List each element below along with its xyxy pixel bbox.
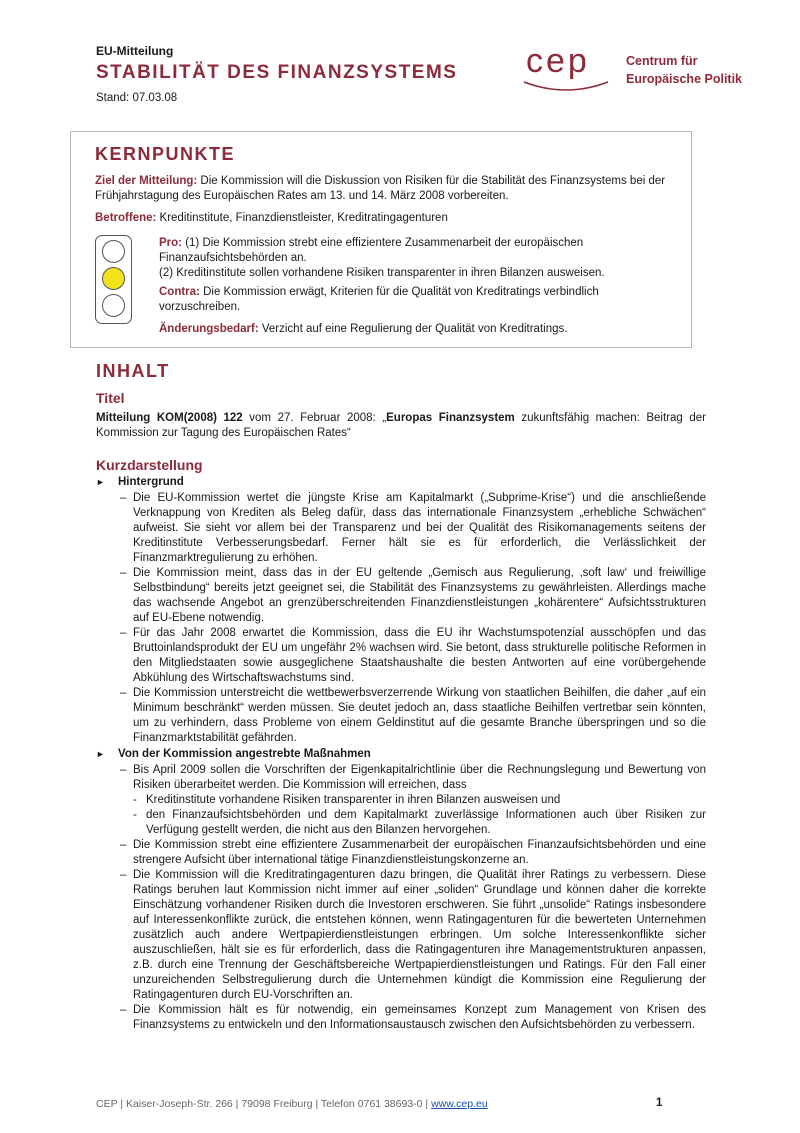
list-item: – Die Kommission strebt eine effizientere Zusammenarbeit der europäischen Finanzaufsichtsbehörden und eine strengere Aufsicht über international tätige Finanzdienstleistungskonzerne an. bbox=[120, 839, 706, 866]
kernpunkte-heading: KERNPUNKTE bbox=[95, 144, 236, 164]
list-item: – Bis April 2009 sollen die Vorschriften der Eigenkapitalrichtlinie über die Rechnungslegung und Bewertung von Risiken überarbeitet werden. Die Kommission will erreichen, dass bbox=[120, 764, 706, 791]
list-item: – Für das Jahr 2008 erwartet die Kommission, dass die EU ihr Wachstumspotenzial ausschöpfen und das Bruttoinlandsprodukt der EU um ungefähr 2% wachsen wird. Sie betont, dass strukturelle politische Reformen in den Mitgliedstaaten sowie ausgeglichene Staatshaushalte die besten Antworten auf eine vorübergehende Abkühlung des Wirtschaftswachstums sind. bbox=[120, 627, 706, 684]
traffic-light-middle-lamp-yellow bbox=[102, 267, 125, 290]
traffic-light-bottom-lamp bbox=[102, 294, 125, 317]
hintergrund-heading-text: Hintergrund bbox=[118, 476, 184, 488]
footer-website-link[interactable]: www.cep.eu bbox=[431, 1098, 488, 1110]
bullet-arrow-icon: ► bbox=[96, 749, 105, 759]
page-title: STABILITÄT DES FINANZSYSTEMS bbox=[96, 62, 458, 83]
pro-text-2: (2) Kreditinstitute sollen vorhandene Risiken transparenter in ihren Bilanzen ausweisen. bbox=[159, 267, 605, 279]
kurzdarstellung-heading: Kurzdarstellung bbox=[96, 457, 203, 473]
page-number: 1 bbox=[656, 1097, 663, 1109]
footer-address: CEP | Kaiser-Joseph-Str. 266 | 79098 Freiburg | Telefon 0761 38693-0 | bbox=[96, 1098, 432, 1110]
massnahmen-heading bbox=[96, 748, 371, 760]
betroffene-text: Kreditinstitute, Finanzdienstleister, Kreditratingagenturen bbox=[156, 212, 448, 224]
titel-text-1: vom 27. Februar 2008: „ bbox=[242, 412, 387, 424]
contra-label: Contra: bbox=[159, 286, 200, 298]
list-item: – Die Kommission unterstreicht die wettbewerbsverzerrende Wirkung von staatlichen Beihilfen, die daher „auf ein Minimum beschränkt“ werden müssen. Sie deutet jedoch an, dass staatliche Beihilfen vertretbar sein könnten, um zu verhindern, dass Probleme von einem Geldinstitut auf die gesamte Branche überspringen und so die Finanzmarktstabilität gefährden. bbox=[120, 687, 706, 744]
sub-list-item: - den Finanzaufsichtsbehörden und dem Kapitalmarkt zuverlässige Informationen auch über Risiken zur Verfügung gestellt werden, die nicht aus den Bilanzen hervorgehen. bbox=[133, 809, 706, 836]
organisation-name-line1: Centrum für bbox=[626, 54, 698, 68]
logo-wordmark: cep bbox=[526, 42, 590, 80]
ziel-text: Die Kommission will die Diskussion von Risiken für die Stabilität des Finanzsystems bei der Frühjahrstagung des Europäischen Rates am 13. und 14. März 2008 vorbereiten. bbox=[95, 175, 666, 202]
organisation-name-line2: Europäische Politik bbox=[626, 72, 743, 86]
titel-doc-reference: Mitteilung KOM(2008) 122 bbox=[96, 412, 243, 424]
hintergrund-heading bbox=[96, 476, 184, 488]
kernpunkte-box bbox=[70, 131, 692, 348]
list-item: – Die Kommission meint, dass das in der EU geltende „Gemisch aus Regulierung, ‚soft law‘ und freiwillige Selbstbindung“ bereits jetzt geeignet sei, die Stabilität des Finanzsystems zu gewährleisten. Allerdings mache das wachsende Angebot an grenzüberschreitenden Finanzdienstleistungen „kohärentere“ Aufsichtsstrukturen auf EU-Ebene notwendig. bbox=[120, 567, 706, 624]
pro-label: Pro: bbox=[159, 237, 182, 249]
document-type: EU-Mitteilung bbox=[96, 44, 174, 58]
contra-paragraph bbox=[159, 285, 671, 315]
traffic-light-icon bbox=[95, 235, 132, 324]
pro-text-1: (1) Die Kommission strebt eine effizientere Zusammenarbeit der europäischen Finanzaufsichtsbehörden an. bbox=[159, 237, 584, 264]
massnahmen-heading-text: Von der Kommission angestrebte Maßnahmen bbox=[118, 748, 371, 760]
ziel-paragraph bbox=[95, 174, 671, 204]
aenderungsbedarf-paragraph bbox=[159, 322, 671, 337]
contra-text: Die Kommission erwägt, Kriterien für die Qualität von Kreditratings verbindlich vorzuschreiben. bbox=[159, 286, 599, 313]
titel-emphasis: Europas Finanzsystem bbox=[386, 412, 515, 424]
sub-list-item: - Kreditinstitute vorhandene Risiken transparenter in ihren Bilanzen ausweisen und bbox=[133, 794, 561, 806]
inhalt-heading: INHALT bbox=[96, 361, 170, 381]
list-item: – Die Kommission will die Kreditratingagenturen dazu bringen, die Qualität ihrer Ratings zu verbessern. Diese Ratings beruhen laut Kommission nicht immer auf einer „soliden“ Grundlage und können daher die korrekte Einschätzung vorhandener Risiken durch die Investoren erschweren. Sie führt „unsolide“ Ratings insbesondere auf Interessenkonflikte zurück, die entstehen können, wenn Ratingagenturen für die bewerteten Unternehmen zusätzlich auch andere Wertpapierdienstleistungen erbringen. Um solche Interessenkonflikte sicher auszuschließen, hält sie es für erforderlich, dass die Ratingagenturen ihre Managementstrukturen anpassen, z.B. durch eine Trennung der Geschäftsbereiche Wertpapierdienstleistungen und Ratings. Für den Fall einer unzureichenden Selbstregulierung durch die Unternehmen kündigt die Kommission eine Regulierung der Ratingagenturen durch EU-Vorschriften an. bbox=[120, 869, 706, 1001]
organisation-name bbox=[626, 52, 742, 88]
betroffene-paragraph bbox=[95, 211, 671, 226]
massnahmen-list bbox=[120, 763, 706, 1033]
betroffene-label: Betroffene: bbox=[95, 212, 157, 224]
aenderungsbedarf-text: Verzicht auf eine Regulierung der Qualität von Kreditratings. bbox=[258, 323, 568, 335]
bullet-arrow-icon: ► bbox=[96, 477, 105, 487]
titel-heading: Titel bbox=[96, 390, 125, 406]
footer bbox=[96, 1098, 488, 1110]
hintergrund-list bbox=[120, 491, 706, 746]
ziel-label: Ziel der Mitteilung: bbox=[95, 175, 198, 187]
list-item: – Die Kommission hält es für notwendig, ein gemeinsames Konzept zum Management von Krisen des Finanzsystems zu entwickeln und den Informationsaustausch zwischen den Aufsichtsbehörden zu verbessern. bbox=[120, 1004, 706, 1031]
list-item: – Die EU-Kommission wertet die jüngste Krise am Kapitalmarkt („Subprime-Krise“) und die anschließende Verknappung von Krediten als Beleg dafür, dass das internationale Finanzsystem „erhebliche Schwächen“ aufweist. Sie sieht vor allem bei der Transparenz und bei der Qualität des Risikomanagements seitens der Kreditinstitute Verbesserungsbedarf. Ferner hält sie es für erforderlich, die Verlässlichkeit der Finanzmarktregulierung zu erhöhen. bbox=[120, 492, 706, 564]
cep-logo bbox=[516, 38, 743, 98]
titel-paragraph bbox=[96, 411, 706, 441]
document-date: Stand: 07.03.08 bbox=[96, 92, 178, 104]
aenderungsbedarf-label: Änderungsbedarf: bbox=[159, 323, 259, 335]
titel-text-2: zukunftsfähig machen: Beitrag der Kommission zur Tagung des Europäischen Rates“ bbox=[96, 412, 706, 439]
pro-paragraph bbox=[159, 236, 671, 281]
traffic-light-top-lamp bbox=[102, 240, 125, 263]
